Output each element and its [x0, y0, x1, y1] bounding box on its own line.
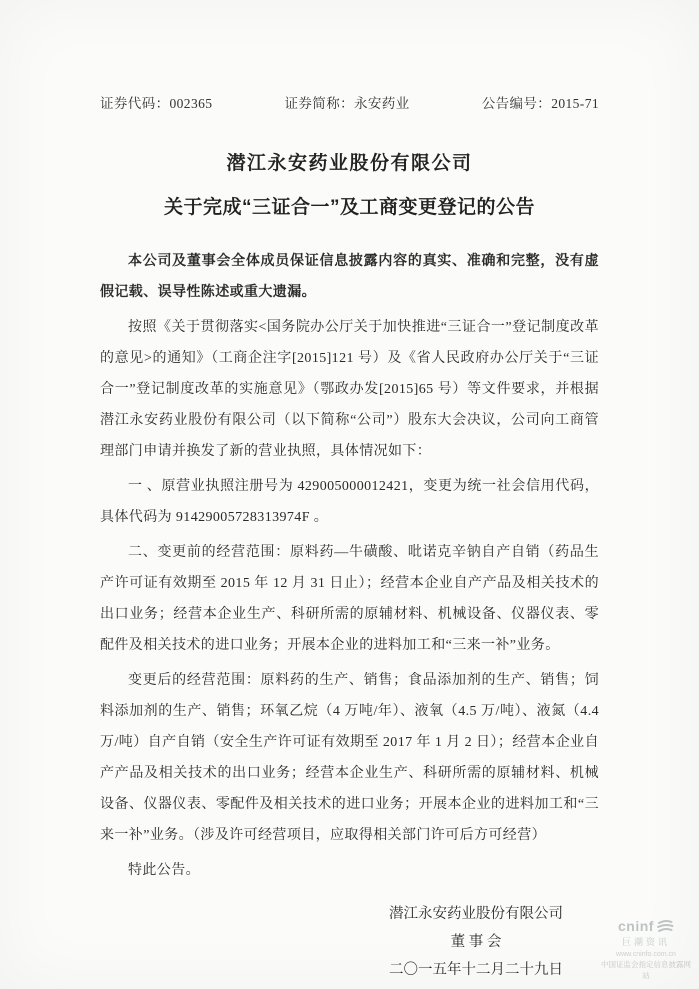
announcement-number: 公告编号：2015-71: [481, 96, 599, 111]
cninfo-logo-text: cninf: [618, 918, 654, 934]
item-one-registration-paragraph: 一 、原营业执照注册号为 429005000012421，变更为统一社会信用代码，具体代码为 91429005728313974F 。: [100, 479, 599, 525]
item-two-scope-before-paragraph: 二、变更前的经营范围：原料药—牛磺酸、吡诺克辛钠自产自销（药品生产许可证有效期至 2015 年 12 月 31 日止）；经营本企业自产产品及相关技术的出口业务；经营本企业生产、科研所需的原辅材料、机械设备、仪器仪表、零配件及相关技术的进口业务；开展本企业的进料加工和“三来一补”业务。: [100, 545, 599, 653]
cninfo-swirl-logo-icon: [656, 919, 674, 934]
stock-short-name: 证券简称：永安药业: [284, 96, 410, 111]
cninfo-url: www.cninfo.com.cn: [616, 951, 676, 958]
cninfo-watermark: [598, 918, 694, 981]
legal-basis-paragraph: 按照《关于贯彻落实<国务院办公厅关于加快推进“三证合一”登记制度改革的意见>的通知》（工商企注字[2015]121 号）及《省人民政府办公厅关于“三证合一”登记制度改革的实施意见》（鄂政办发[2015]65 号）等文件要求，并根据潜江永安药业股份有限公司（以下简称“公司”）股东大会决议，公司向工商管理部门申请并换发了新的营业执照，具体情况如下：: [100, 320, 599, 459]
cninfo-brand-chinese: 巨潮资讯: [621, 937, 670, 947]
signature-date: 二〇一五年十二月二十九日: [389, 962, 563, 978]
stock-code: 证券代码：002365: [100, 96, 213, 111]
company-title: 潜江永安药业股份有限公司: [226, 153, 473, 174]
disclaimer-paragraph: 本公司及董事会全体成员保证信息披露内容的真实、准确和完整，没有虚假记载、误导性陈述或重大遗漏。: [100, 254, 599, 300]
announcement-title: 关于完成“三证合一”及工商变更登记的公告: [163, 197, 535, 218]
document-meta-row: [100, 92, 599, 112]
scope-after-paragraph: 变更后的经营范围：原料药的生产、销售；食品添加剂的生产、销售；饲料添加剂的生产、销售；环氧乙烷（4 万吨/年）、液氧（4.5 万/吨）、液氮（4.4 万/吨）自产自销（安全生产许可证有效期至 2017 年 1 月 2 日）；经营本企业自产产品及相关技术的出口业务；经营本企业生产、科研所需的原辅材料、机械设备、仪器仪表、零配件及相关技术的进口业务；开展本企业的进料加工和“三来一补”业务。（涉及许可经营项目，应取得相关部门许可后方可经营）: [100, 673, 599, 843]
closing-paragraph: 特此公告。: [128, 863, 200, 878]
signature-company: 潜江永安药业股份有限公司: [389, 906, 563, 922]
cninfo-logo-row: [598, 918, 694, 934]
signature-board: 董 事 会: [450, 934, 502, 950]
signature-block: [366, 900, 586, 984]
document-content: [100, 92, 599, 984]
document-body: [100, 246, 599, 886]
cninfo-tagline: 中国证监会指定信息披露网站: [601, 960, 691, 980]
